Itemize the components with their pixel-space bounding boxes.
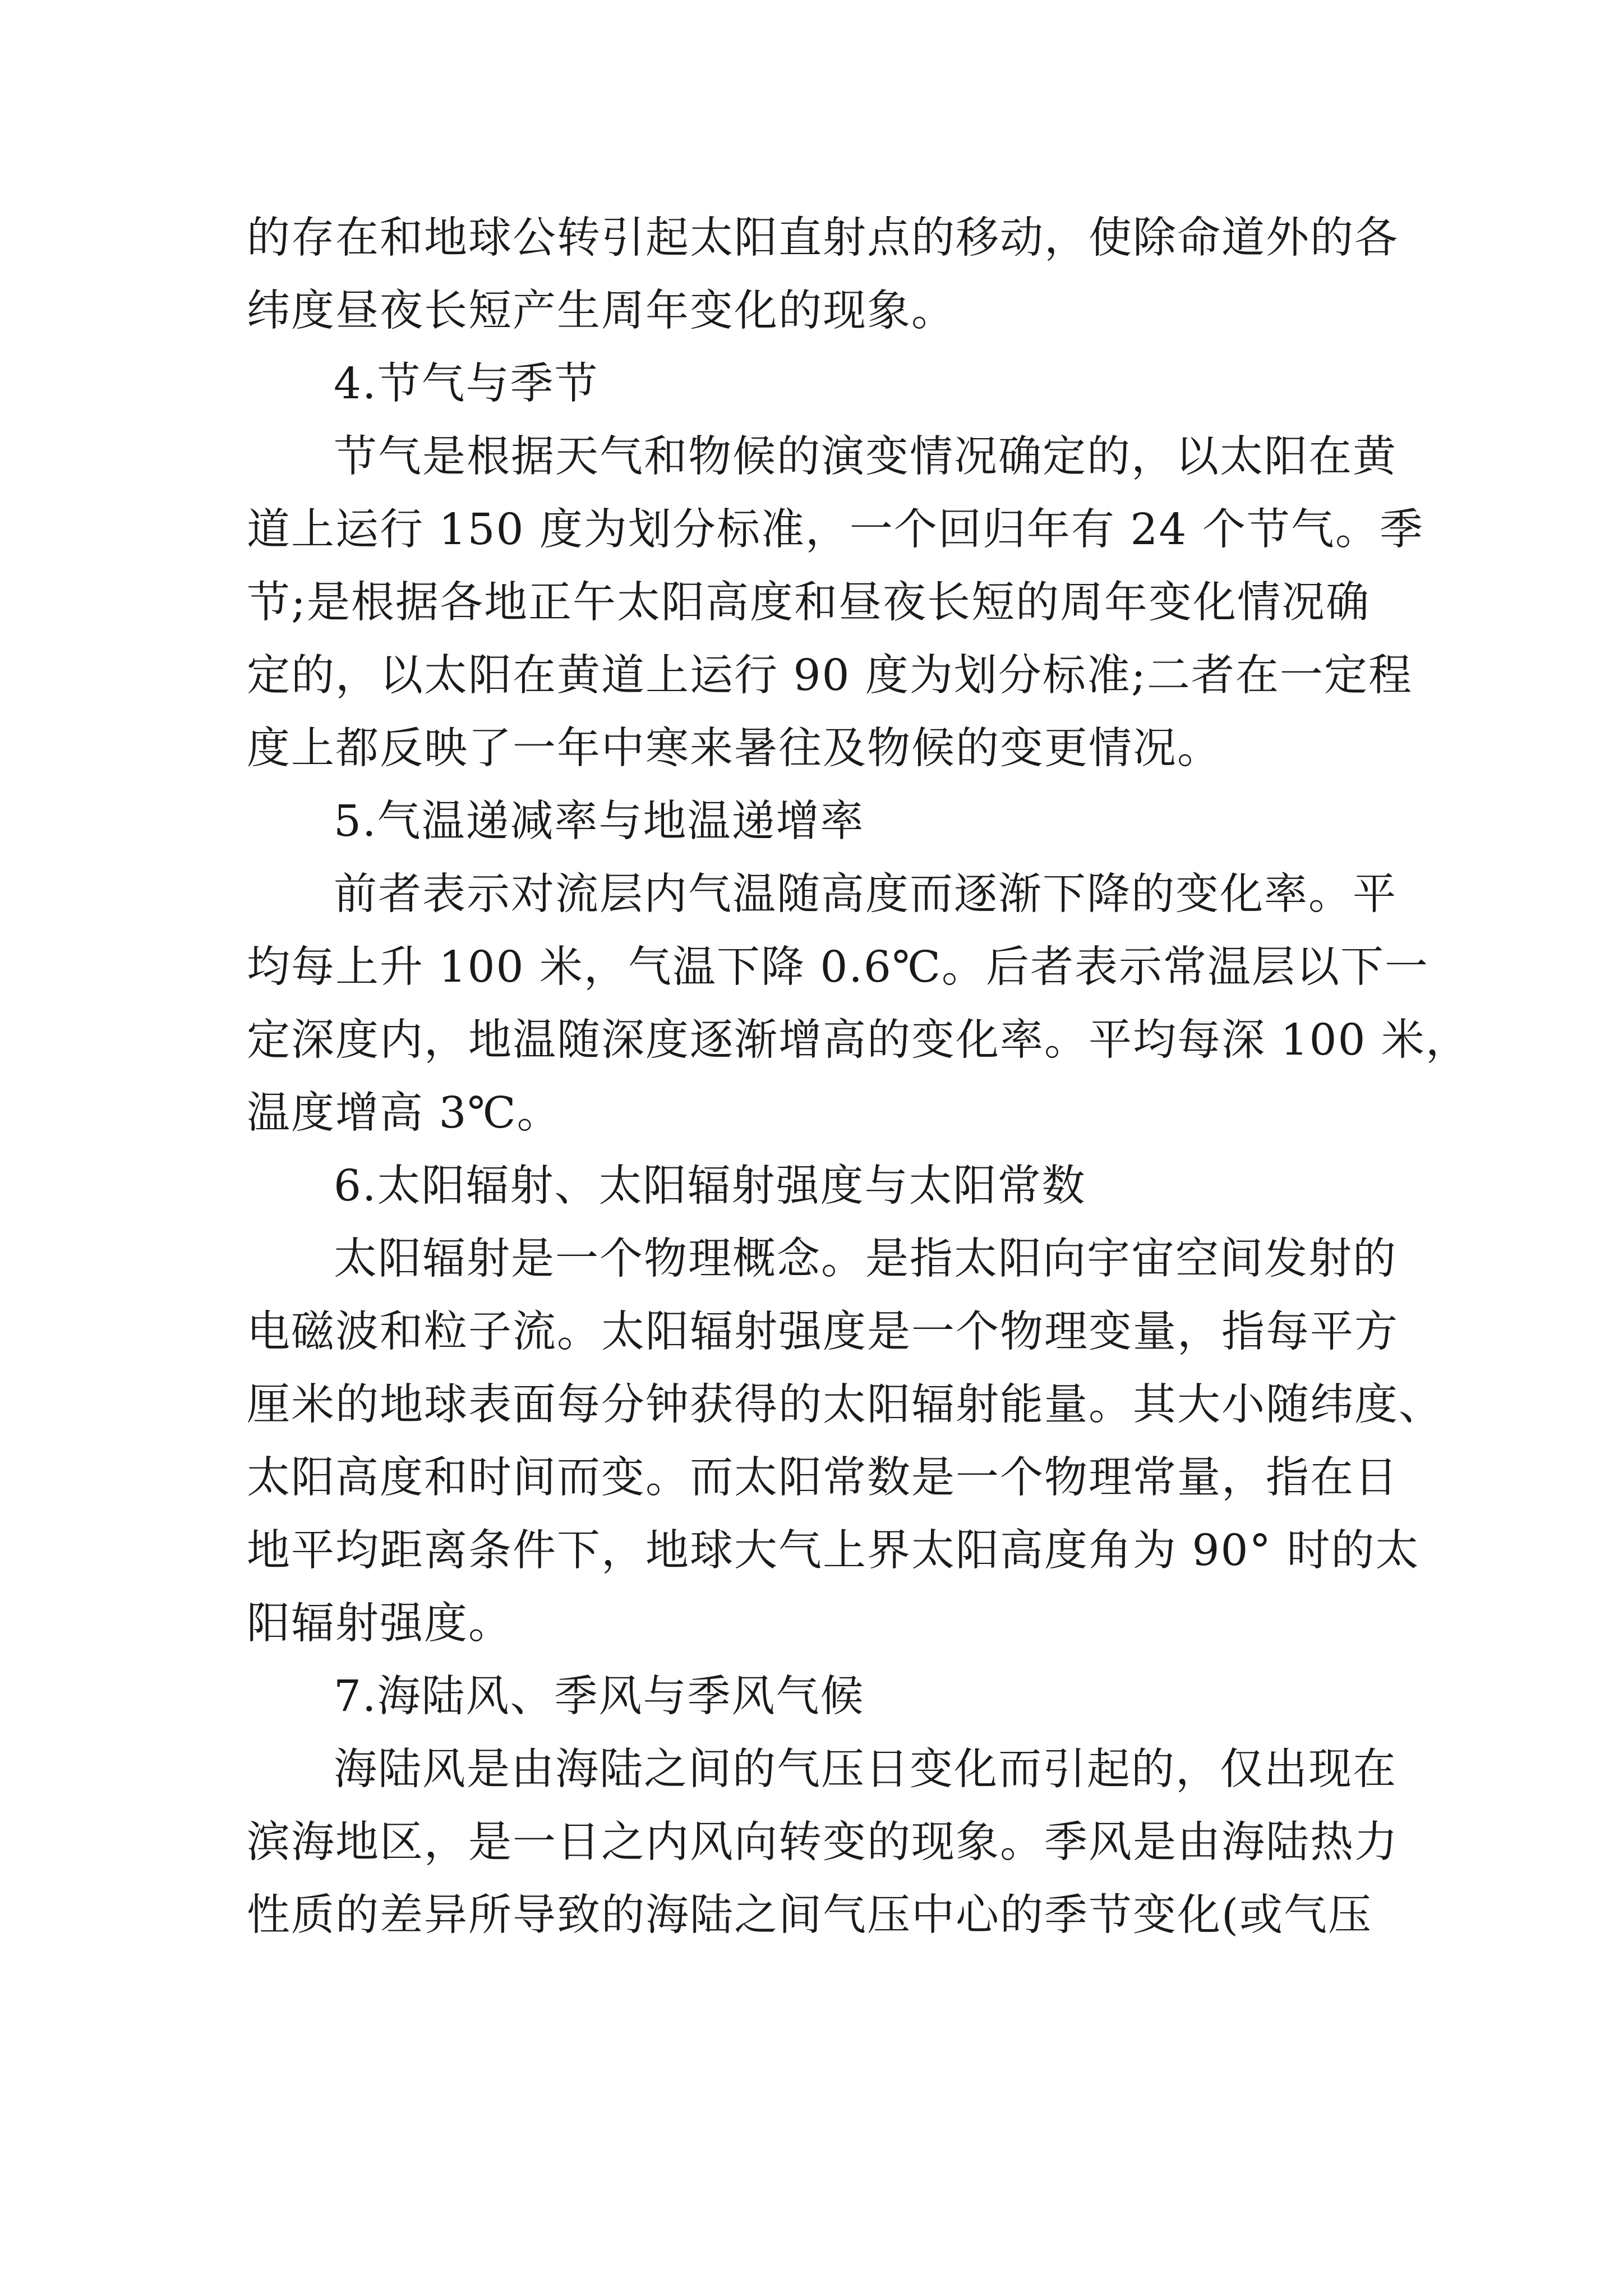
text-line: 厘米的地球表面每分钟获得的太阳辐射能量。其大小随纬度、	[247, 1380, 1443, 1430]
text-line: 温度增高 3℃。	[247, 1088, 561, 1138]
section-heading: 4.节气与季节	[334, 359, 599, 409]
text-line: 海陆风是由海陆之间的气压日变化而引起的，仅出现在	[334, 1745, 1397, 1795]
text-line: 太阳高度和时间而变。而太阳常数是一个物理常量，指在日	[247, 1453, 1399, 1503]
section-heading: 5.气温递减率与地温递增率	[334, 797, 865, 846]
text-line: 节气是根据天气和物候的演变情况确定的，以太阳在黄	[334, 432, 1397, 482]
text-line: 道上运行 150 度为划分标准，一个回归年有 24 个节气。季	[247, 505, 1424, 555]
text-line: 滨海地区，是一日之内风向转变的现象。季风是由海陆热力	[247, 1818, 1399, 1867]
text-line: 均每上升 100 米，气温下降 0.6℃。后者表示常温层以下一	[247, 942, 1429, 992]
text-line: 节;是根据各地正午太阳高度和昼夜长短的周年变化情况确	[247, 578, 1370, 628]
text-line: 电磁波和粒子流。太阳辐射强度是一个物理变量，指每平方	[247, 1307, 1399, 1357]
text-line: 太阳辐射是一个物理概念。是指太阳向宇宙空间发射的	[334, 1234, 1397, 1284]
text-line: 定深度内，地温随深度逐渐增高的变化率。平均每深 100 米，	[247, 1015, 1470, 1065]
document-body	[247, 202, 1470, 1952]
text-line: 的存在和地球公转引起太阳直射点的移动，使除命道外的各	[247, 213, 1399, 263]
text-line: 纬度昼夜长短产生周年变化的现象。	[247, 286, 956, 336]
text-line: 性质的差异所导致的海陆之间气压中心的季节变化(或气压	[247, 1890, 1373, 1940]
text-line: 前者表示对流层内气温随高度而逐渐下降的变化率。平	[334, 869, 1397, 919]
section-heading: 7.海陆风、季风与季风气候	[334, 1672, 865, 1722]
text-line: 地平均距离条件下，地球大气上界太阳高度角为 90° 时的太	[247, 1526, 1420, 1576]
text-line: 定的，以太阳在黄道上运行 90 度为划分标准;二者在一定程	[247, 651, 1413, 701]
section-heading: 6.太阳辐射、太阳辐射强度与太阳常数	[334, 1161, 1086, 1211]
text-line: 阳辐射强度。	[247, 1599, 513, 1649]
text-line: 度上都反映了一年中寒来暑往及物候的变更情况。	[247, 724, 1221, 774]
